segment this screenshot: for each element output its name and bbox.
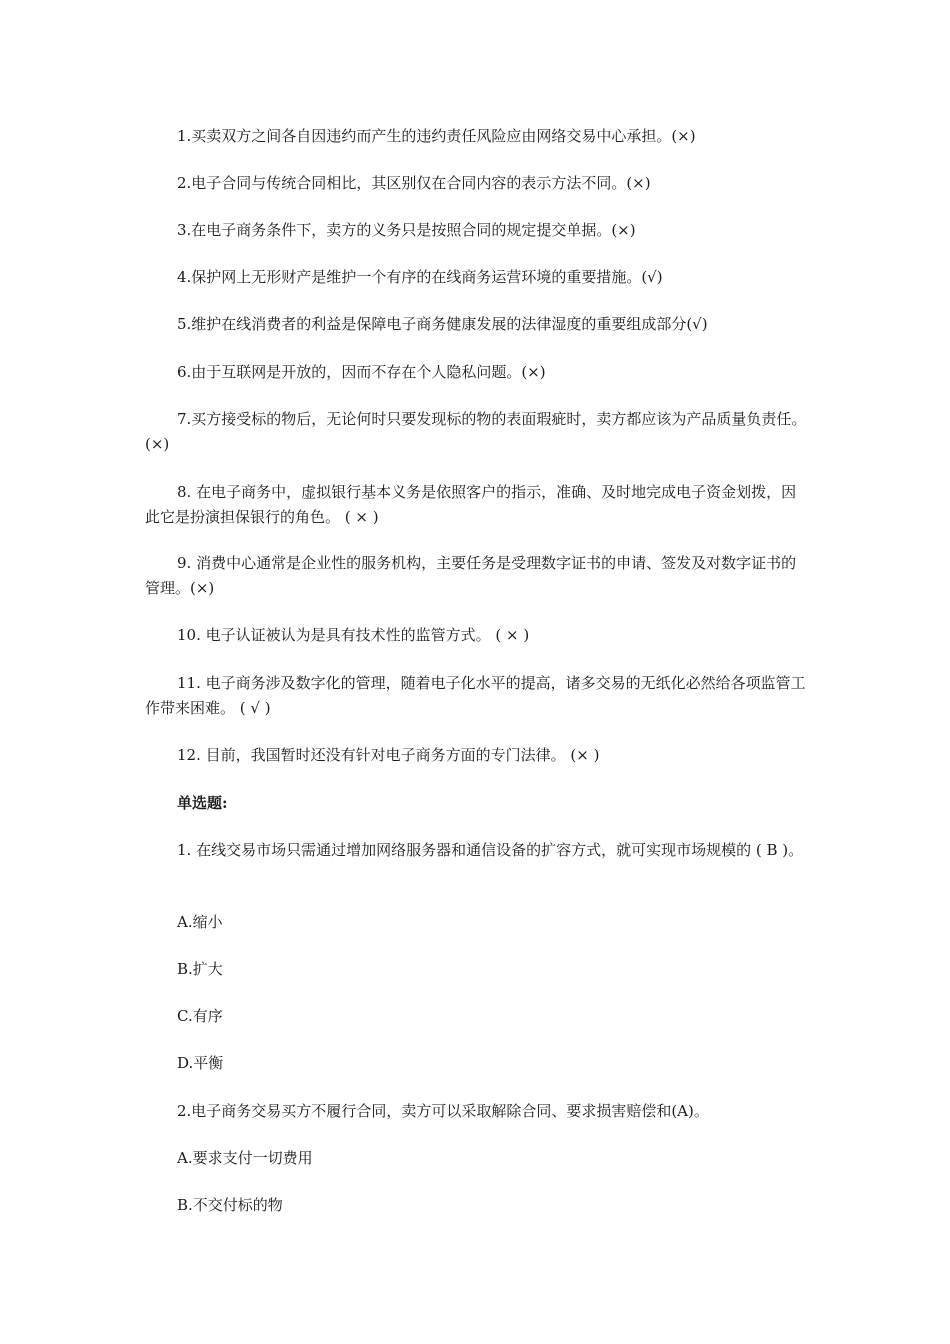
question-2-option-b: B.不交付标的物: [177, 1196, 283, 1214]
question-1-option-c: C.有序: [177, 1007, 223, 1025]
judgement-item-3: 3.在电子商务条件下，卖方的义务只是按照合同的规定提交单据。(×): [177, 221, 636, 239]
judgement-item-9: 9. 消费中心通常是企业性的服务机构，主要任务是受理数字证书的申请、签发及对数字证书的管理。(×): [145, 554, 797, 597]
section-heading-single-choice: 单选题:: [177, 794, 228, 812]
judgement-item-5: 5.维护在线消费者的利益是保障电子商务健康发展的法律湿度的重要组成部分(√): [177, 315, 708, 333]
judgement-item-10: 10. 电子认证被认为是具有技术性的监管方式。 ( × ): [177, 626, 530, 644]
question-1-option-b: B.扩大: [177, 960, 223, 978]
judgement-item-2: 2.电子合同与传统合同相比，其区别仅在合同内容的表示方法不同。(×): [177, 174, 651, 192]
judgement-item-7: 7.买方接受标的物后，无论何时只要发现标的物的表面瑕疵时，卖方都应该为产品质量负责任。(×): [145, 410, 807, 453]
judgement-item-1: 1.买卖双方之间各自因违约而产生的违约责任风险应由网络交易中心承担。(×): [177, 127, 696, 145]
question-1: 1. 在线交易市场只需通过增加网络服务器和通信设备的扩容方式，就可实现市场规模的 ( B )。: [177, 841, 804, 859]
question-1-option-d: D.平衡: [177, 1054, 224, 1072]
judgement-item-11: 11. 电子商务涉及数字化的管理，随着电子化水平的提高，诸多交易的无纸化必然给各项监管工作带来困难。 ( √ ): [145, 674, 806, 717]
question-2: 2.电子商务交易买方不履行合同，卖方可以采取解除合同、要求损害赔偿和(A)。: [177, 1102, 709, 1120]
judgement-item-6: 6.由于互联网是开放的，因而不存在个人隐私问题。(×): [177, 363, 546, 381]
judgement-item-4: 4.保护网上无形财产是维护一个有序的在线商务运营环境的重要措施。(√): [177, 268, 663, 286]
question-1-option-a: A.缩小: [177, 913, 223, 931]
judgement-item-8: 8. 在电子商务中，虚拟银行基本义务是依照客户的指示，准确、及时地完成电子资金划拨，因此它是扮演担保银行的角色。 ( × ): [145, 483, 797, 526]
question-2-option-a: A.要求支付一切费用: [177, 1149, 313, 1167]
judgement-item-12: 12. 目前，我国暂时还没有针对电子商务方面的专门法律。 (× ): [177, 746, 600, 764]
